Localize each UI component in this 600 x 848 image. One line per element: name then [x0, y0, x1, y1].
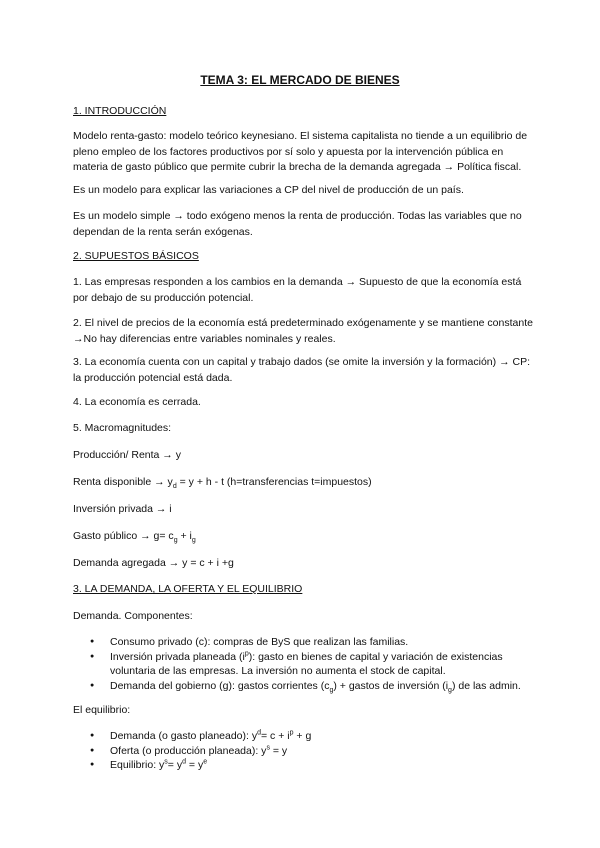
list-item: ● Equilibrio: $y^s= y^d = y^e$ [90, 758, 530, 773]
supuesto-1: 1. Las empresas responden a los cambios en la demanda → Supuesto de que la economía está por debajo de su producción potencial. [73, 276, 522, 304]
supuesto-3: 3. La economía cuenta con un capital y trabajo dados (se omite la inversión y la formación) → CP: la producción potencial está dada. [73, 356, 530, 384]
list-item: ● Demanda (o gasto planeado): $y^d= c + i^p + g$ [90, 729, 530, 744]
list-item: ● Demanda del gobierno (g): gastos corrientes $(c_g)$ + gastos de inversión $(i_g)$ de las admin. [90, 679, 530, 694]
supuesto-5: 5. Macromagnitudes: [73, 422, 172, 434]
macromagnitud-produccion: Producción/ Renta → y [73, 449, 181, 461]
equilibrio-list [90, 729, 530, 773]
section-heading-introduccion: 1. INTRODUCCIÓN [73, 105, 167, 117]
equilibrio-intro: El equilibrio: [73, 704, 131, 716]
page-title: TEMA 3: EL MERCADO DE BIENES [200, 73, 400, 87]
list-item: ● Oferta (o producción planeada): $y^s = y$ [90, 744, 530, 759]
section-heading-supuestos: 2. SUPUESTOS BÁSICOS [73, 250, 199, 262]
supuesto-2: 2. El nivel de precios de la economía está predeterminado exógenamente y se mantiene constante →No hay diferencias entre variables nominales y reales. [73, 317, 533, 345]
section-heading-demanda-oferta: 3. LA DEMANDA, LA OFERTA Y EL EQUILIBRIO [73, 583, 303, 595]
intro-paragraph-3: Es un modelo simple → todo exógeno menos la renta de producción. Todas las variables que no dependan de la renta serán exógenas. [73, 210, 522, 238]
macromagnitud-inversion: Inversión privada → i [73, 503, 172, 515]
list-item: ● Inversión privada planeada $(i^p)$: gasto en bienes de capital y variación de existencias voluntaria de las empresas. La inversión no aumenta el stock de capital. [90, 650, 530, 679]
demanda-intro: Demanda. Componentes: [73, 610, 193, 622]
intro-paragraph-1: Modelo renta-gasto: modelo teórico keynesiano. El sistema capitalista no tiende a un equilibrio de pleno empleo de los factores productivos por sí solo y apuesta por la intervención pública en materia de gasto público que permite cubrir la brecha de la demanda agregada → Política fiscal. [73, 130, 528, 173]
list-item: ● Consumo privado (c): compras de ByS que realizan las familias. [90, 635, 530, 650]
demanda-components-list [90, 635, 530, 693]
macromagnitud-demanda-agregada: Demanda agregada → y = c + i +g [73, 557, 234, 569]
macromagnitud-renta-disponible: Renta disponible → $y_d = y + h - t$ (h=transferencias t=impuestos) [73, 476, 372, 491]
macromagnitud-gasto-publico: Gasto público → $g= c_g + i_g$ [73, 530, 196, 545]
intro-paragraph-2: Es un modelo para explicar las variaciones a CP del nivel de producción de un país. [73, 184, 464, 196]
supuesto-4: 4. La economía es cerrada. [73, 396, 201, 408]
